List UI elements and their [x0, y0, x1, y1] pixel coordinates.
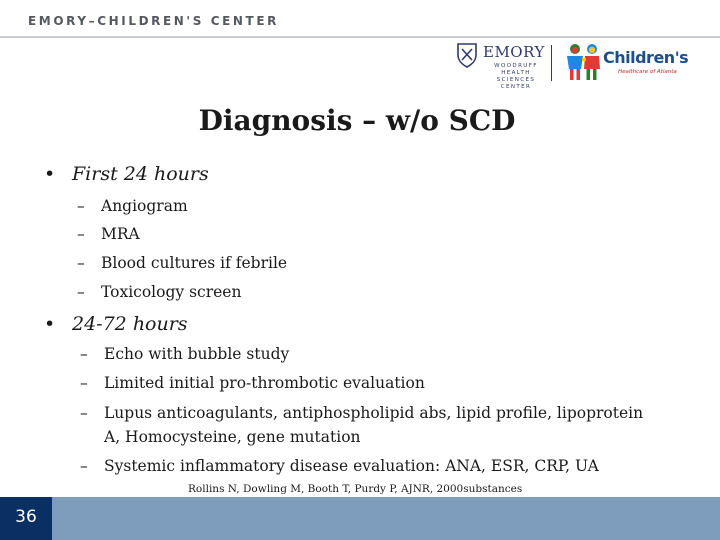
section-heading-text: 24-72 hours [72, 313, 188, 335]
dash-icon: – [80, 404, 88, 422]
header-brand: EMORY–CHILDREN'S CENTER [28, 14, 279, 28]
emory-sub-line: WOODRUFF [494, 63, 538, 69]
childrens-kids-icon [562, 42, 604, 82]
section-heading-text: First 24 hours [72, 163, 209, 185]
childrens-logo [562, 42, 688, 82]
emory-logo-name: EMORY [483, 43, 545, 61]
list-item-text: MRA [101, 225, 140, 243]
emory-logo [456, 42, 550, 90]
bullet-icon: • [44, 163, 56, 185]
slide-title-text: Diagnosis – w/o SCD [198, 104, 516, 137]
emory-sub-line: CENTER [500, 84, 532, 90]
list-item-text: Echo with bubble study [104, 345, 290, 363]
childrens-logo-tagline: Healthcare of Atlanta [618, 69, 677, 75]
dash-icon: – [77, 254, 85, 272]
logo-divider [551, 45, 552, 81]
emory-sub-line: SCIENCES [496, 77, 536, 83]
list-item-text: Blood cultures if febrile [101, 254, 288, 272]
list-item-text: A, Homocysteine, gene mutation [104, 428, 361, 446]
list-item-text: Systemic inflammatory disease evaluation: ANA, ESR, CRP, UA [104, 457, 599, 475]
dash-icon: – [77, 225, 85, 243]
list-item-text: Limited initial pro-thrombotic evaluation [104, 374, 425, 392]
emory-logo-subtitle [485, 63, 547, 91]
dash-icon: – [80, 457, 88, 475]
list-item-text: Angiogram [101, 197, 188, 215]
list-item-text: Lupus anticoagulants, antiphospholipid abs, lipid profile, lipoprotein [104, 404, 644, 422]
citation: Rollins N, Dowling M, Booth T, Purdy P, AJNR, 2000substances [188, 483, 523, 495]
dash-icon: – [80, 374, 88, 392]
dash-icon: – [77, 283, 85, 301]
slide-title [0, 104, 720, 137]
page-number: 36 [15, 507, 37, 527]
childrens-logo-name: Children's [603, 48, 689, 67]
footer-bar [0, 497, 720, 540]
bullet-icon: • [44, 313, 56, 335]
header-rule [0, 36, 720, 38]
emory-sub-line: HEALTH [501, 70, 531, 76]
dash-icon: – [80, 345, 88, 363]
list-item-text: Toxicology screen [101, 283, 242, 301]
emory-shield-icon [456, 42, 478, 68]
dash-icon: – [77, 197, 85, 215]
